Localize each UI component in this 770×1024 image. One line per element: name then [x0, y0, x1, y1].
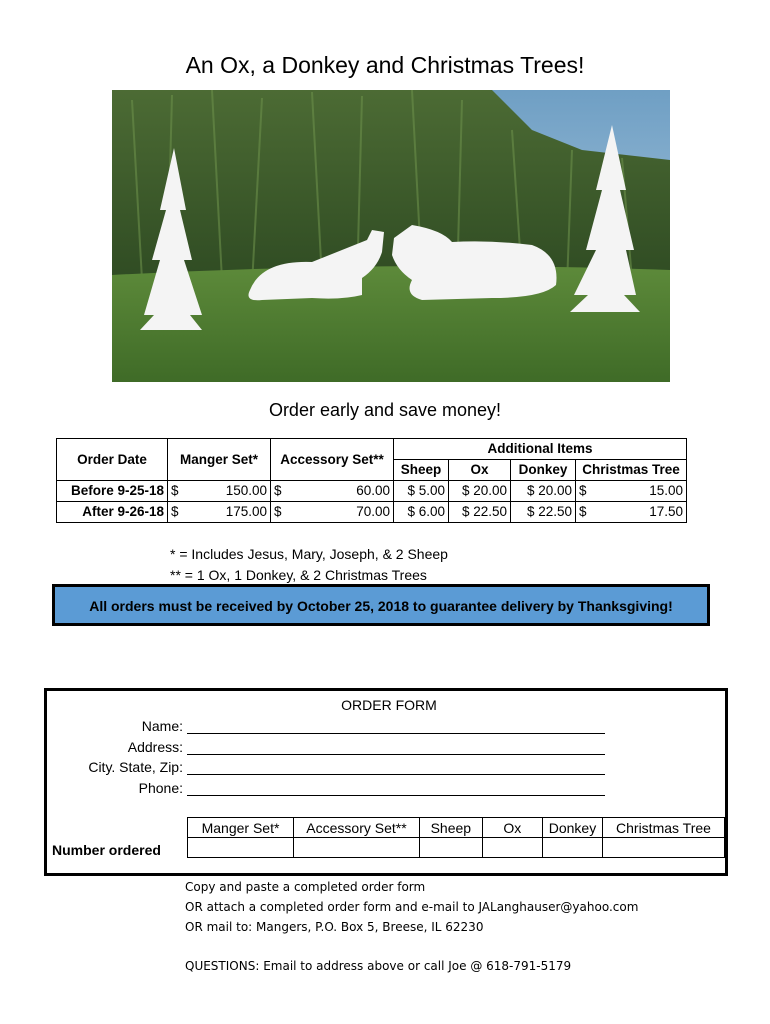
sheep-price: $ 6.00 — [394, 502, 449, 523]
city-state-zip-label: City. State, Zip: — [88, 759, 183, 775]
table-row — [57, 502, 687, 523]
donkey-price: $ 20.00 — [511, 481, 576, 502]
ox-quantity[interactable] — [482, 838, 542, 858]
phone-label: Phone: — [138, 780, 183, 796]
address-label: Address: — [127, 739, 183, 755]
manger-set-quantity[interactable] — [188, 838, 294, 858]
accessory-price: 70.00 — [302, 502, 393, 523]
questions-contact: QUESTIONS: Email to address above or call Joe @ 618-791-5179 — [185, 959, 572, 973]
note-accessory-set: ** = 1 Ox, 1 Donkey, & 2 Christmas Trees — [170, 567, 427, 583]
donkey-quantity[interactable] — [543, 838, 603, 858]
deadline-banner — [52, 584, 710, 626]
accessory-price: 60.00 — [302, 481, 393, 502]
item-christmas-tree: Christmas Tree — [602, 818, 724, 838]
deadline-text: All orders must be received by October 25, 2018 to guarantee delivery by Thanksgiving! — [89, 598, 673, 614]
tree-price: 15.00 — [604, 481, 686, 502]
instruction-copy: Copy and paste a completed order form — [185, 880, 426, 894]
header-manger-set: Manger Set* — [168, 439, 271, 481]
name-label: Name: — [141, 718, 183, 734]
page-title: An Ox, a Donkey and Christmas Trees! — [185, 52, 585, 78]
item-donkey: Donkey — [543, 818, 603, 838]
item-ox: Ox — [482, 818, 542, 838]
header-donkey: Donkey — [511, 460, 576, 481]
instruction-mail: OR mail to: Mangers, P.O. Box 5, Breese, IL 62230 — [185, 920, 484, 934]
price-table — [56, 438, 687, 523]
city-state-zip-field[interactable] — [187, 759, 605, 775]
row-date: After 9-26-18 — [57, 502, 168, 523]
donkey-price: $ 22.50 — [511, 502, 576, 523]
ox-price: $ 22.50 — [449, 502, 511, 523]
item-accessory-set: Accessory Set** — [294, 818, 420, 838]
header-christmas-tree: Christmas Tree — [576, 460, 687, 481]
header-accessory-set: Accessory Set** — [271, 439, 394, 481]
item-manger-set: Manger Set* — [188, 818, 294, 838]
nativity-photo — [112, 90, 670, 382]
accessory-set-quantity[interactable] — [294, 838, 420, 858]
christmas-tree-quantity[interactable] — [602, 838, 724, 858]
currency-symbol: $ — [576, 502, 605, 523]
currency-symbol: $ — [168, 502, 191, 523]
tagline: Order early and save money! — [268, 400, 502, 420]
order-form-title: ORDER FORM — [341, 697, 437, 713]
quantity-table — [187, 817, 725, 858]
manger-price: 150.00 — [191, 481, 271, 502]
currency-symbol: $ — [271, 502, 303, 523]
address-field[interactable] — [187, 739, 605, 755]
header-order-date: Order Date — [57, 439, 168, 481]
sheep-quantity[interactable] — [419, 838, 482, 858]
row-date: Before 9-25-18 — [57, 481, 168, 502]
currency-symbol: $ — [271, 481, 303, 502]
currency-symbol: $ — [576, 481, 605, 502]
name-field[interactable] — [187, 718, 605, 734]
header-ox: Ox — [449, 460, 511, 481]
table-row — [57, 481, 687, 502]
sheep-price: $ 5.00 — [394, 481, 449, 502]
header-additional-items: Additional Items — [394, 439, 687, 460]
note-manger-set: * = Includes Jesus, Mary, Joseph, & 2 Sheep — [170, 546, 448, 562]
tree-price: 17.50 — [604, 502, 686, 523]
ox-price: $ 20.00 — [449, 481, 511, 502]
instruction-email: OR attach a completed order form and e-mail to JALanghauser@yahoo.com — [185, 900, 639, 914]
currency-symbol: $ — [168, 481, 191, 502]
manger-price: 175.00 — [191, 502, 271, 523]
order-form — [44, 688, 728, 876]
header-sheep: Sheep — [394, 460, 449, 481]
number-ordered-label: Number ordered — [52, 842, 161, 858]
phone-field[interactable] — [187, 780, 605, 796]
item-sheep: Sheep — [419, 818, 482, 838]
